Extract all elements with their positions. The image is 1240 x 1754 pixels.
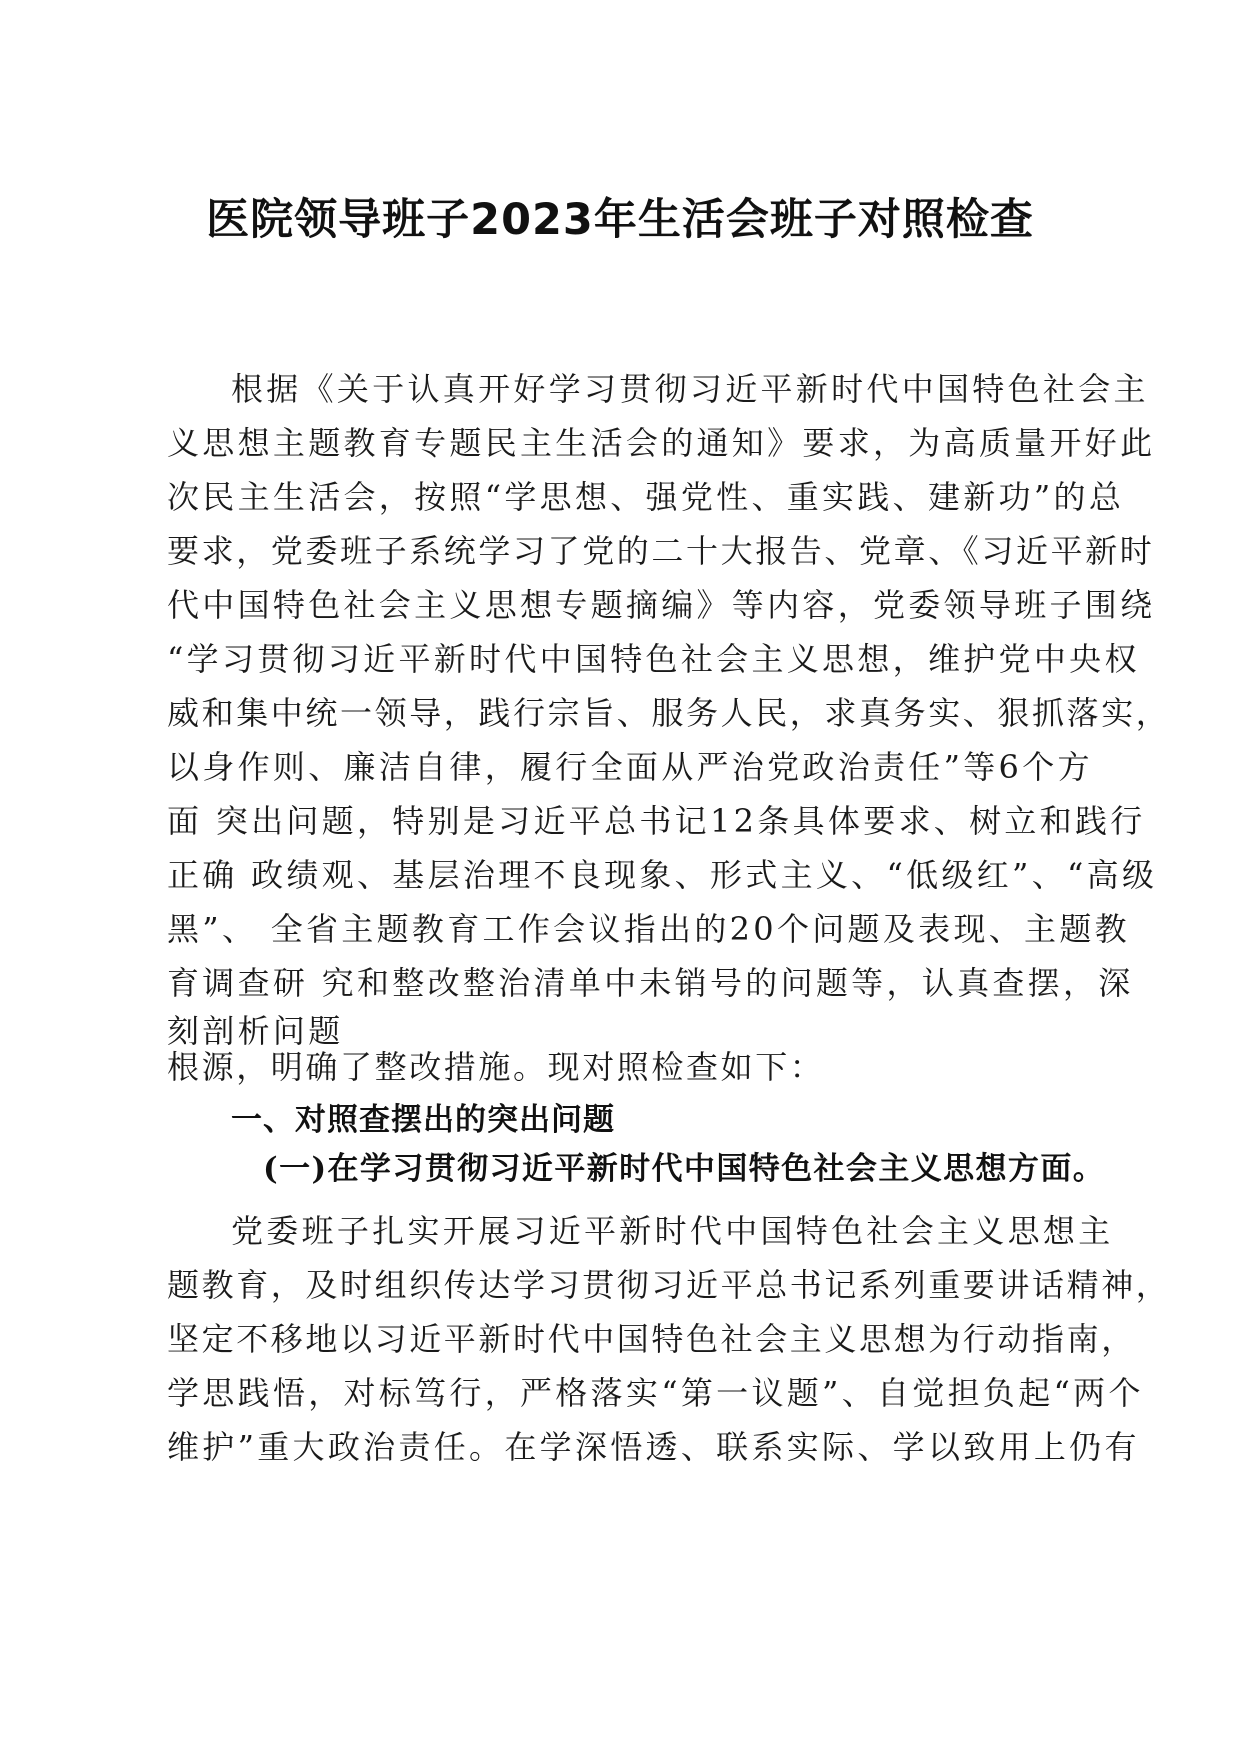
intro-line: 刻剖析问题 (167, 1012, 344, 1050)
intro-line: 根据《关于认真开好学习贯彻习近平新时代中国特色社会主 (231, 370, 1149, 408)
body-line: 党委班子扎实开展习近平新时代中国特色社会主义思想主 (231, 1212, 1114, 1250)
subsection-heading: (一)在学习贯彻习近平新时代中国特色社会主义思想方面。 (263, 1151, 1106, 1187)
body-line: 题教育，及时组织传达学习贯彻习近平总书记系列重要讲话精神， (167, 1266, 1171, 1304)
body-line: 坚定不移地以习近平新时代中国特色社会主义思想为行动指南， (167, 1320, 1136, 1358)
intro-line: 面 突出问题，特别是习近平总书记12条具体要求、树立和践行 (167, 802, 1146, 840)
intro-line: 以身作则、廉洁自律，履行全面从严治党政治责任”等6个方 (167, 748, 1093, 786)
document-title: 医院领导班子2023年生活会班子对照检查 (206, 195, 1034, 245)
intro-line: 代中国特色社会主义思想专题摘编》等内容，党委领导班子围绕 (167, 586, 1156, 624)
intro-line: 根源，明确了整改措施。现对照检查如下： (167, 1048, 825, 1086)
body-line: 学思践悟，对标笃行，严格落实“第一议题”、自觉担负起“两个 (167, 1374, 1144, 1412)
intro-line: 义思想主题教育专题民主生活会的通知》要求，为高质量开好此 (167, 424, 1156, 462)
intro-line: “学习贯彻习近平新时代中国特色社会主义思想，维护党中央权 (167, 640, 1140, 678)
intro-line: 要求，党委班子系统学习了党的二十大报告、党章、《习近平新时 (167, 532, 1155, 570)
intro-line: 次民主生活会，按照“学思想、强党性、重实践、建新功”的总 (167, 478, 1125, 516)
intro-line: 育调查研 究和整改整治清单中未销号的问题等，认真查摆，深 (167, 964, 1134, 1002)
intro-line: 黑”、 全省主题教育工作会议指出的20个问题及表现、主题教 (167, 910, 1130, 948)
section-heading: 一、对照查摆出的突出问题 (231, 1102, 615, 1138)
intro-line: 正确 政绩观、基层治理不良现象、形式主义、“低级红”、“高级 (167, 856, 1158, 894)
body-line: 维护”重大政治责任。在学深悟透、联系实际、学以致用上仍有 (167, 1428, 1140, 1466)
intro-line: 威和集中统一领导，践行宗旨、服务人民，求真务实、狠抓落实， (167, 694, 1171, 732)
